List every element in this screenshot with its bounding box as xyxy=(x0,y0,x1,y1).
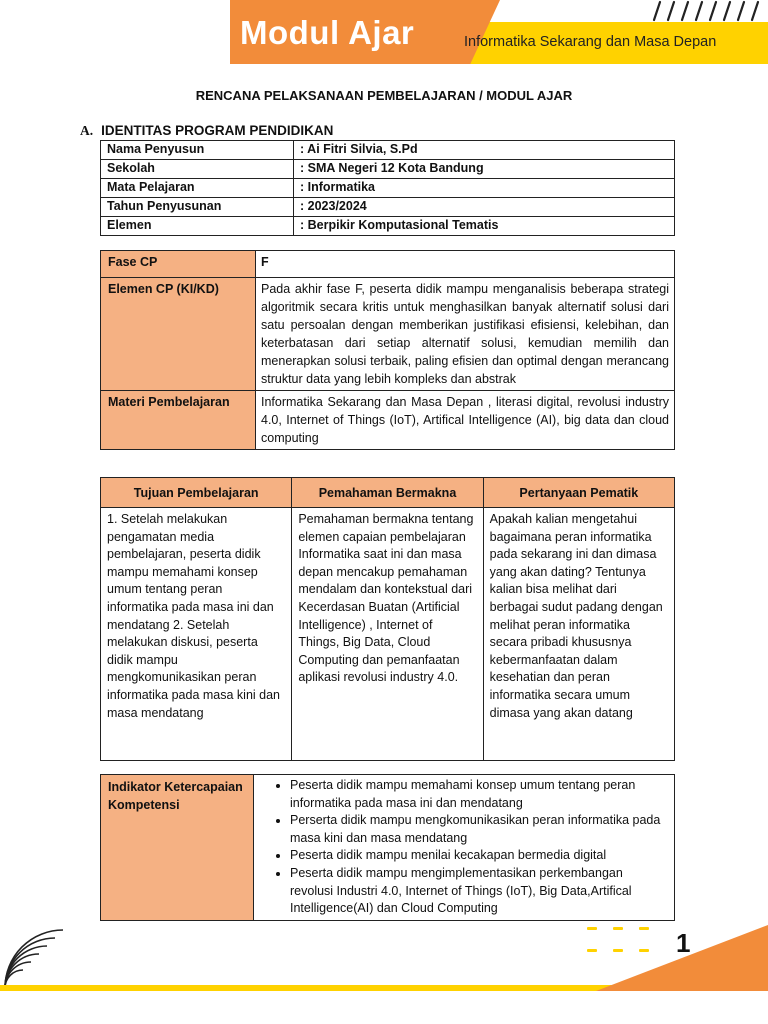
list-item: • Peserta didik mampu mengimplementasikan perkembangan revolusi Industri 4.0, Internet of Things (IoT), Big Data,Artifical Intelligence(AI) dan Cloud Computing xyxy=(290,865,668,918)
identity-row xyxy=(101,179,675,198)
banner-title: Modul Ajar xyxy=(240,14,415,51)
page-number: 1 xyxy=(676,928,691,958)
tujuan-text: 1. Setelah melakukan pengamatan media pembelajaran, peserta didik mampu memahami konsep umum tentang peran informatika pada masa ini dan mendatang 2. Setelah melakukan diskusi, peserta didik mampu mengkomunikasikan peran informatika pada masa kini dan masa mendatang xyxy=(101,508,292,761)
header-tujuan: Tujuan Pembelajaran xyxy=(101,478,292,508)
identity-label: Elemen xyxy=(101,217,294,236)
list-item: • Peserta didik mampu menilai kecakapan bermedia digital xyxy=(290,847,668,865)
identity-label: Sekolah xyxy=(101,160,294,179)
indikator-list-cell xyxy=(254,775,675,921)
document-title: RENCANA PELAKSANAAN PEMBELAJARAN / MODUL AJAR xyxy=(195,88,573,103)
list-item: • Perserta didik mampu mengkomunikasikan peran informatika pada masa kini dan masa mendatang xyxy=(290,812,668,847)
identity-value: : SMA Negeri 12 Kota Bandung xyxy=(294,160,675,179)
identity-value: : Berpikir Komputasional Tematis xyxy=(294,217,675,236)
identity-row xyxy=(101,217,675,236)
list-item: • Peserta didik mampu memahami konsep umum tentang peran informatika pada masa ini dan mendatang xyxy=(290,777,668,812)
identity-value: : Informatika xyxy=(294,179,675,198)
identity-row xyxy=(101,141,675,160)
section-letter: A. xyxy=(80,123,94,138)
fase-table xyxy=(100,250,675,450)
indikator-label: Indikator Ketercapaian Kompetensi xyxy=(101,775,254,921)
materi-label: Materi Pembelajaran xyxy=(101,391,256,450)
decorative-lines-icon xyxy=(640,0,768,22)
decorative-arcs-icon xyxy=(0,928,110,988)
pemahaman-text: Pemahaman bermakna tentang elemen capaian pembelajaran Informatika saat ini dan masa depan mencakup pemahaman mendalam dan kontekstual dari Kecerdasan Buatan (Artificial Intelligence) , Internet of Things, Big Data, Cloud Computing dan pemanfaatan aplikasi revolusi industry 4.0. xyxy=(292,508,483,761)
header-row xyxy=(101,478,675,508)
elemen-label: Elemen CP (KI/KD) xyxy=(101,278,256,391)
identity-row xyxy=(101,198,675,217)
pertanyaan-text: Apakah kalian mengetahui bagaimana peran informatika pada sekarang ini dan dimasa yang akan dating? Tentunya kalian bisa melihat dari berbagai sudut padang dengan melihat peran informatika secara pribadi khususnya kebermanfaatan dalam kesehatian dan peran informatika secara umum dimasa yang akan datang xyxy=(483,508,674,761)
indikator-table xyxy=(100,774,675,921)
identity-value: : Ai Fitri Silvia, S.Pd xyxy=(294,141,675,160)
learning-goals-table xyxy=(100,477,675,761)
identity-label: Mata Pelajaran xyxy=(101,179,294,198)
identity-table xyxy=(100,140,675,236)
materi-row xyxy=(101,391,675,450)
header-pemahaman: Pemahaman Bermakna xyxy=(292,478,483,508)
identity-label: Nama Penyusun xyxy=(101,141,294,160)
section-heading xyxy=(80,123,333,139)
identity-row xyxy=(101,160,675,179)
identity-value: : 2023/2024 xyxy=(294,198,675,217)
fase-label: Fase CP xyxy=(101,251,256,278)
indikator-row xyxy=(101,775,675,921)
fase-row xyxy=(101,251,675,278)
fase-value: F xyxy=(256,251,675,278)
materi-value: Informatika Sekarang dan Masa Depan , literasi digital, revolusi industry 4.0, Internet of Things (IoT), Artifical Intelligence (AI), big data dan cloud computing xyxy=(256,391,675,450)
elemen-row xyxy=(101,278,675,391)
elemen-value: Pada akhir fase F, peserta didik mampu menganalisis beberapa strategi algoritmik secara kritis untuk menghasilkan banyak alternatif solusi dari satu persoalan dengan memberikan justifikasi efisiensi, kelebihan, dan keterbatasan dari setiap alternatif solusi, kemudian memilih dan menerapkan solusi terbaik, paling efisien dan optimal dengan merancang struktur data yang lebih kompleks dan abstrak xyxy=(256,278,675,391)
section-title: IDENTITAS PROGRAM PENDIDIKAN xyxy=(101,123,334,138)
content-row xyxy=(101,508,675,761)
indikator-list xyxy=(268,777,668,918)
identity-label: Tahun Penyusunan xyxy=(101,198,294,217)
banner-subtitle: Informatika Sekarang dan Masa Depan xyxy=(464,34,717,50)
header-pertanyaan: Pertanyaan Pematik xyxy=(483,478,674,508)
decorative-dots-icon xyxy=(585,925,665,955)
